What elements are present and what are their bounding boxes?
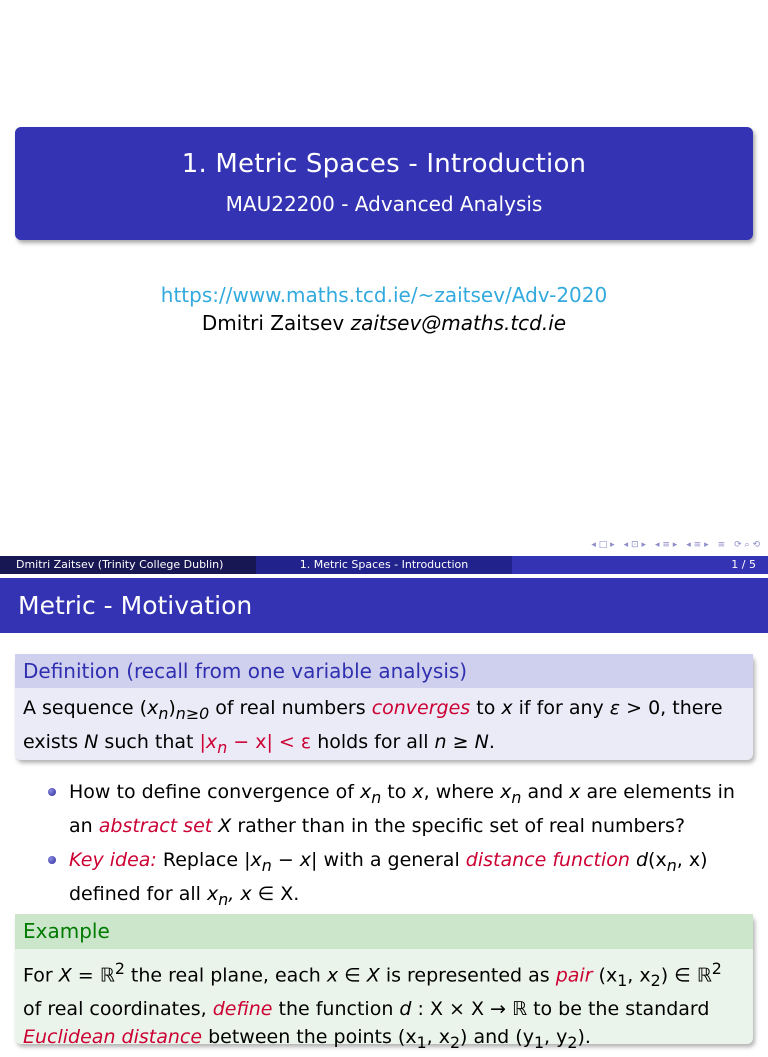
slide-subtitle: MAU22200 - Advanced Analysis [225,192,543,216]
footer-bar [0,556,768,574]
footer-author: Dmitri Zaitsev (Trinity College Dublin) [0,556,256,574]
title-block [15,127,753,240]
example-heading: Example [15,914,753,949]
example-body [15,949,753,1057]
nav-document-icon[interactable]: ◂ ≡ ▸ [686,540,709,550]
nav-search-icon[interactable]: ⟳ ⌕ ⟲ [734,540,760,550]
author-email[interactable]: zaitsev@maths.tcd.ie [350,311,567,335]
definition-line-1: A sequence $(x_n)_{n\ge 0}$ of real numbers converges to x if for any ε > 0, there [23,697,723,723]
nav-section-icon[interactable]: ◂ ≡ ▸ [654,540,678,550]
nav-frame-icon[interactable]: ◂ □ ▸ [591,540,615,550]
course-url-link[interactable]: https://www.maths.tcd.ie/~zaitsev/Adv-2020 [160,283,608,307]
frame-title: Metric - Motivation [0,578,768,633]
nav-subsection-icon[interactable]: ◂ ⊡ ▸ [623,540,646,550]
author-line [0,311,768,335]
bullet-item-2: Key idea: Replace $|x_n - x|$ with a general distance function $d(x_n$, x) defined for all $x_n$, x ∈ X. [48,846,753,914]
bullet-icon [48,856,56,864]
bullet-list [48,778,753,919]
bullet-item-1: How to define convergence of $x_n$ to x, where $x_n$ and x are elements in an abstract set X rather than in the specific set of real numbers? [48,778,753,840]
bullet-icon [48,788,56,796]
example-line-3: Euclidean distance between the points ($x_1$, $x_2$) and ($y_1$, $y_2$). [23,1026,591,1052]
slide-title: 1. Metric Spaces - Introduction [181,149,587,179]
definition-block [15,654,753,760]
author-name: Dmitri Zaitsev [201,311,345,335]
definition-line-2: exists N such that $|x_n - x| < \varepsilon$ holds for all n ≥ N. [23,730,495,757]
definition-heading: Definition (recall from one variable analysis) [15,654,753,688]
example-line-1: For X = ℝ$^2$ the real plane, each x ∈ X is represented as pair ($x_1$, $x_2$) ∈ ℝ$^2$ [23,959,722,991]
nav-outline-icon[interactable]: ≡ [717,540,726,550]
example-block [15,914,753,1052]
footer-page-number: 1 / 5 [512,556,768,574]
example-line-2: of real coordinates, define the function d : X × X → ℝ to be the standard [23,998,710,1021]
beamer-navigation [591,538,760,552]
definition-body [15,688,753,762]
footer-section: 1. Metric Spaces - Introduction [256,556,512,574]
